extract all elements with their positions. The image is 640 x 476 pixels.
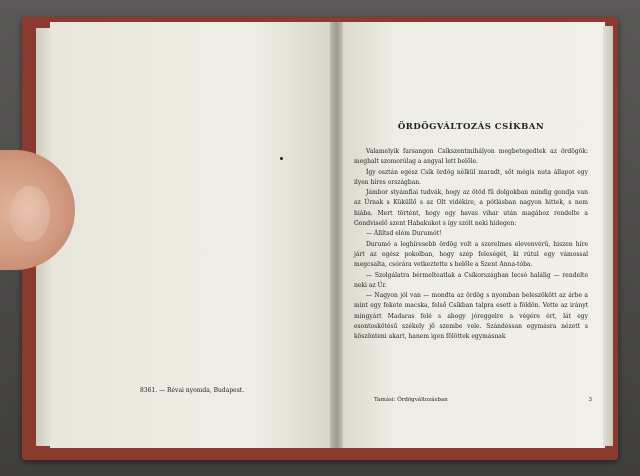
chapter-title: ÖRDÖGVÁLTOZÁS CSÍKBAN	[397, 122, 545, 132]
paragraph: — Szolgálatra bérmelteatlak a Csíkországban lecsó halálig — rendelte neki az Úr.	[354, 271, 588, 289]
paragraph: — Állítsd elém Durumót!	[366, 230, 442, 238]
paragraph: — Nagyon jól van — mondta az ördög s nyomban beleszökött az árbe a mint egy fekete macska, felső Csíkban talpra esett a földön. Vette az irányt mingyárt Madaras felé s ahogy jóreggelre a végére ért, lát egy esontoskötésű székely jő szembe vele. Szándéssan egymásra nézett s köszönteni akart, hanem igen fölöttek egymásnak	[354, 292, 588, 341]
printer-imprint: 8361. — Révai nyomda, Budapest.	[140, 387, 245, 394]
book-gutter	[330, 22, 344, 448]
right-page-text	[354, 122, 588, 343]
paragraph: Így osztán egész Csík ördög nélkül maradt, sőt mégis nuta állapot egy ilyen híres országban.	[354, 168, 588, 186]
page-footer	[374, 397, 592, 403]
right-page-edges	[603, 26, 613, 446]
ink-dot	[280, 157, 283, 160]
paragraph: Jámbor styámfiai tudvák, hogy az ötöd fű dolgokban mindig gondja van az Úrnak s Küküllő s az Olt vidékire, a pótlásban nagyon hittek, s nem hiába. Mert történt, hogy egy havas vihar után magához rendelte a Gondviselő szent Habakukot s így szólt neki hidegen:	[354, 189, 588, 228]
left-page	[50, 22, 336, 448]
paragraph: Durumó a leghíresebb ördög volt a szerelmes elevenvérű, hiszen híre járt az egész pokolban, hogy szép feleségét, ki rútul egy vámossal megcsalta, csórára vetkeztette s belőle a Szent Anna-tóba.	[354, 240, 588, 269]
page-number: 3	[588, 397, 592, 403]
paragraph: Valamelyik farsangon Csíkszentmihályon megbetegedtek az ördögök: meghalt szomorúlag a angyal lett belőle.	[354, 148, 588, 166]
footer-signature: Tamási: Ördögváltozásban	[374, 397, 448, 403]
thumb-highlight	[10, 186, 50, 242]
